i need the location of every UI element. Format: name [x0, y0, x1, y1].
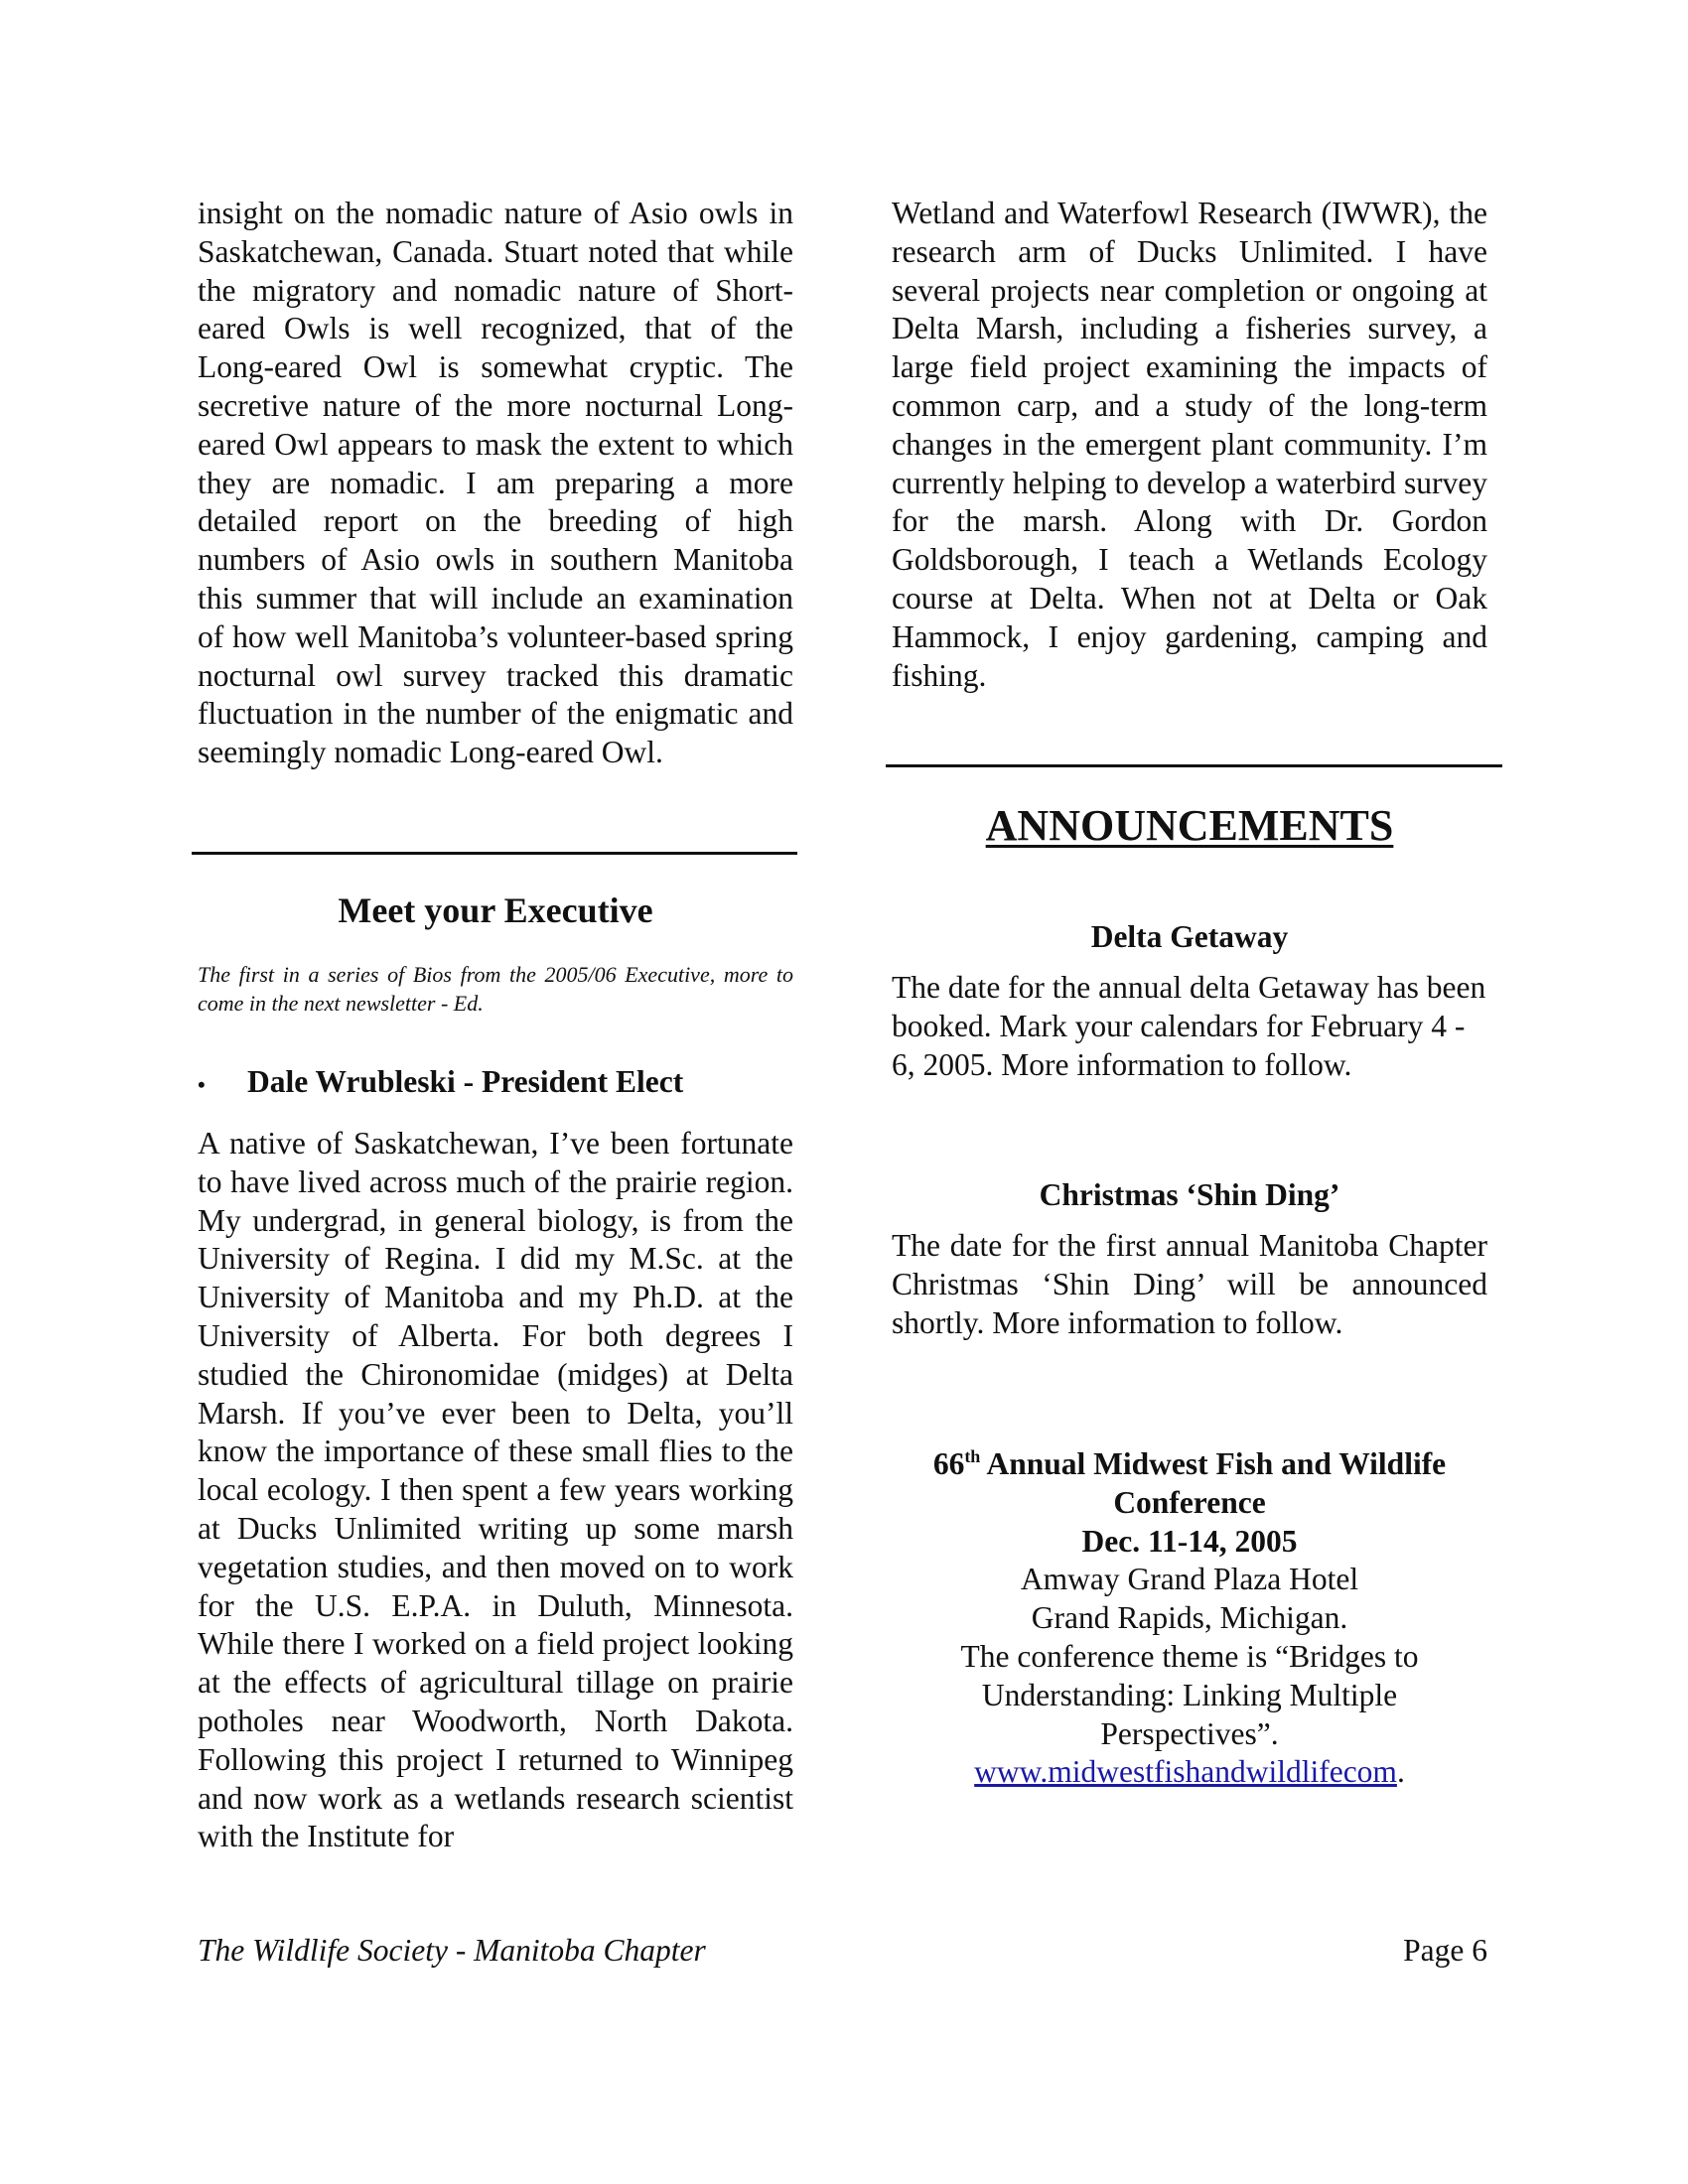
bio-body	[198, 1125, 793, 1856]
owl-article-continuation: insight on the nomadic nature of Asio owls in Saskatchewan, Canada. Stuart noted that while the migratory and nomadic nature of Short-eared Owls is well recognized, that of the Long-eared Owl is somewhat cryptic. The secretive nature of the more nocturnal Long-eared Owl appears to mask the extent to which they are nomadic. I am preparing a more detailed report on the breeding of high numbers of Asio owls in southern Manitoba this summer that will include an examination of how well Manitoba’s volunteer-based spring nocturnal owl survey tracked this dramatic fluctuation in the number of the enigmatic and seemingly nomadic Long-eared Owl.	[198, 196, 793, 770]
conference-dates: Dec. 11-14, 2005	[1081, 1523, 1298, 1559]
announcements-heading: ANNOUNCEMENTS	[985, 801, 1394, 850]
editor-note: The first in a series of Bios from the 2005/06 Executive, more to come in the next newsletter - Ed.	[198, 962, 793, 1016]
conference-venue: Amway Grand Plaza Hotel	[1020, 1562, 1359, 1597]
delta-getaway-text: The date for the annual delta Getaway has been booked. Mark your calendars for February 4 - 6, 2005. More information to follow.	[892, 970, 1486, 1082]
footer-publication: The Wildlife Society - Manitoba Chapter	[198, 1933, 706, 1968]
footer-page-number: Page 6	[1403, 1933, 1487, 1968]
bio-paragraph: A native of Saskatchewan, I’ve been fortunate to have lived across much of the prairie region. My undergrad, in general biology, is from the University of Regina. I did my M.Sc. at the University of Manitoba and my Ph.D. at the University of Alberta. For both degrees I studied the Chironomidae (midges) at Delta Marsh. If you’ve ever been to Delta, you’ll know the importance of these small flies to the local ecology. I then spent a few years working at Ducks Unlimited writing up some marsh vegetation studies, and then moved on to work for the U.S. E.P.A. in Duluth, Minnesota. While there I worked on a field project looking at the effects of agricultural tillage on prairie potholes near Woodworth, North Dakota. Following this project I returned to Winnipeg and now work as a wetlands research scientist with the Institute for	[198, 1126, 793, 1854]
conference-website-link[interactable]: www.midwestfishandwildlifecom	[974, 1754, 1397, 1790]
delta-getaway-block	[892, 969, 1487, 1084]
christmas-shindig-text: The date for the first annual Manitoba Chapter Christmas ‘Shin Ding’ will be announced shortly. More information to follow.	[892, 1228, 1487, 1340]
conference-title	[892, 1445, 1487, 1523]
conference-ordinal: th	[964, 1446, 981, 1466]
left-section-divider	[192, 852, 797, 855]
left-column	[198, 195, 793, 772]
right-column-top	[892, 195, 1487, 695]
meet-executive-heading: Meet your Executive	[338, 890, 653, 930]
bio-name: Dale Wrubleski - President Elect	[247, 1064, 684, 1099]
conference-link-period: .	[1396, 1754, 1405, 1790]
bullet-icon: •	[198, 1071, 206, 1097]
christmas-shindig-heading: Christmas ‘Shin Ding’	[1039, 1177, 1340, 1212]
conference-number: 66	[932, 1446, 965, 1481]
christmas-shindig-block	[892, 1227, 1487, 1342]
conference-theme: The conference theme is “Bridges to Understanding: Linking Multiple Perspectives”.	[960, 1638, 1419, 1751]
bio-name-row	[198, 1063, 793, 1104]
delta-getaway-heading: Delta Getaway	[1090, 919, 1289, 954]
conference-announcement	[892, 1445, 1487, 1792]
bio-continuation: Wetland and Waterfowl Research (IWWR), the research arm of Ducks Unlimited. I have several projects near completion or ongoing at Delta Marsh, including a fisheries survey, a large field project examining the impacts of common carp, and a study of the long-term changes in the emergent plant community. I’m currently helping to develop a waterbird survey for the marsh. Along with Dr. Gordon Goldsborough, I teach a Wetlands Ecology course at Delta. When not at Delta or Oak Hammock, I enjoy gardening, camping and fishing.	[892, 196, 1487, 693]
conference-link-row	[892, 1753, 1487, 1792]
conference-city: Grand Rapids, Michigan.	[1031, 1600, 1348, 1636]
right-section-divider	[886, 764, 1502, 767]
conference-title-text: Annual Midwest Fish and Wildlife Conference	[980, 1446, 1447, 1520]
